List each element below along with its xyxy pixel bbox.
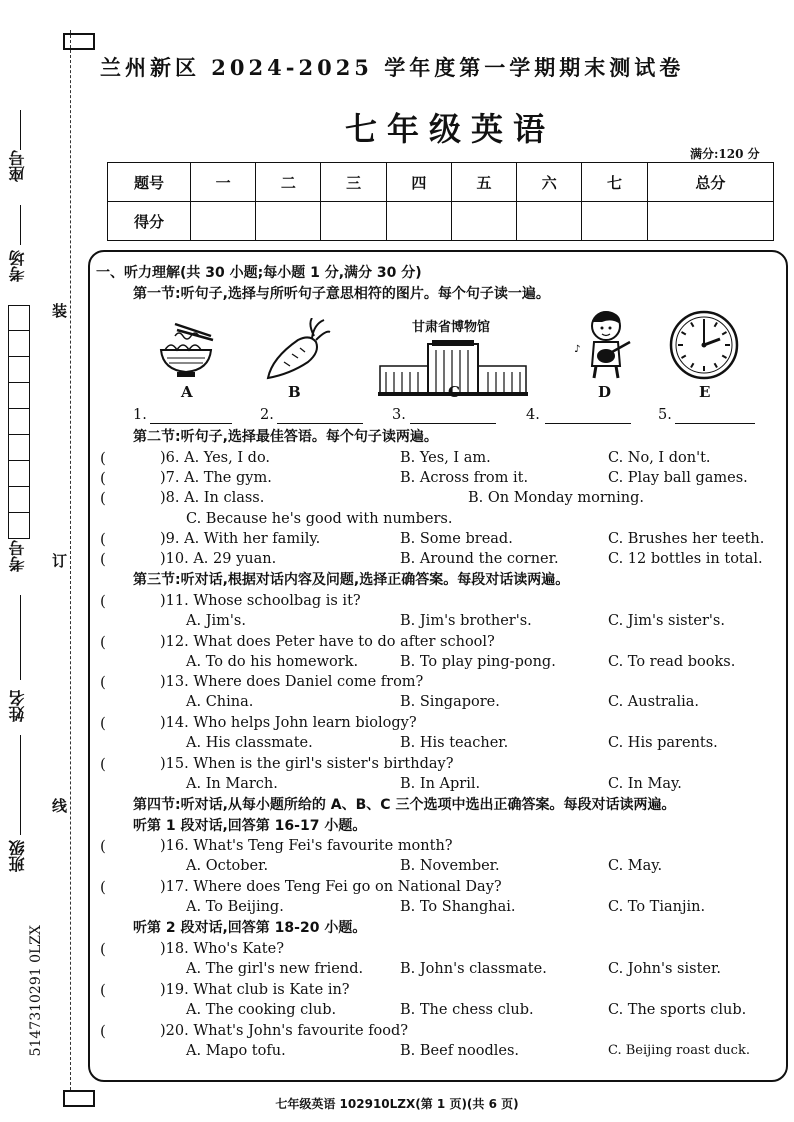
school-title: 兰州新区 2024-2025 学年度第一学期期末测试卷 (100, 55, 685, 80)
page-footer: 七年级英语 102910LZX(第 1 页)(共 6 页) (275, 1097, 519, 1111)
q20-option-c: C. Beijing roast duck. (608, 1043, 750, 1058)
q20-option-b: B. Beef noodles. (400, 1043, 520, 1059)
q7-option-b: B. Across from it. (400, 470, 529, 486)
q20-option-a: A. Mapo tofu. (186, 1043, 286, 1059)
part1-instruction: 第一节:听句子,选择与所听句子意思相符的图片。每个句子读一遍。 (133, 286, 550, 302)
q14-option-c: C. His parents. (608, 735, 718, 751)
svg-text:♪: ♪ (574, 344, 581, 355)
class-label: 班级 (8, 840, 27, 872)
full-score: 满分:120 分 (690, 147, 760, 161)
section-heading: 一、听力理解(共 30 小题;每小题 1 分,满分 30 分) (96, 265, 422, 281)
q19-option-c: C. The sports club. (608, 1002, 747, 1018)
answer-paren[interactable]: ( (100, 469, 106, 487)
score-cell-2: 二 (256, 163, 321, 202)
q8-option-c: C. Because he's good with numbers. (186, 511, 453, 527)
exam-room-label: 考场 (8, 250, 27, 282)
q19-question: )19. What club is Kate in? (160, 982, 350, 998)
seal-char-xian: 线 (52, 797, 68, 815)
q18-option-a: A. The girl's new friend. (186, 961, 364, 977)
picture-label-c: C (448, 383, 460, 401)
answer-blank-2[interactable] (277, 423, 363, 424)
q18-option-b: B. John's classmate. (400, 961, 547, 977)
carrot-icon (262, 318, 332, 386)
q15-option-a: A. In March. (186, 776, 278, 792)
seat-no-line[interactable] (20, 110, 21, 150)
answer-blank-5[interactable] (675, 423, 755, 424)
q11-question: )11. Whose schoolbag is it? (160, 593, 361, 609)
answer-paren[interactable]: ( (100, 530, 106, 548)
q14-option-a: A. His classmate. (186, 735, 313, 751)
seal-dashed-line (70, 30, 71, 1090)
exam-room-line[interactable] (20, 205, 21, 245)
q9-option-b: B. Some bread. (400, 531, 513, 547)
answer-paren[interactable]: ( (100, 489, 106, 507)
blank-label-2: 2. (260, 407, 274, 423)
q12-option-a: A. To do his homework. (186, 654, 359, 670)
q13-option-c: C. Australia. (608, 694, 699, 710)
noodle-bowl-icon (155, 322, 217, 384)
score-entry[interactable] (517, 202, 582, 241)
part2-instruction: 第二节:听句子,选择最佳答语。每个句子读两遍。 (133, 429, 438, 445)
blank-label-5: 5. (658, 407, 672, 423)
q10-option-c: C. 12 bottles in total. (608, 551, 763, 567)
blank-label-3: 3. (392, 407, 406, 423)
score-row-label: 得分 (108, 202, 191, 241)
q16-option-b: B. November. (400, 858, 500, 874)
score-table (107, 162, 774, 241)
q11-option-a: A. Jim's. (186, 613, 246, 629)
answer-paren[interactable]: ( (100, 981, 106, 999)
q17-option-b: B. To Shanghai. (400, 899, 516, 915)
answer-paren[interactable]: ( (100, 878, 106, 896)
score-table-score-row (108, 202, 774, 241)
picture-label-a: A (181, 383, 193, 401)
q16-option-a: A. October. (186, 858, 269, 874)
q15-option-b: B. In April. (400, 776, 481, 792)
score-entry[interactable] (256, 202, 321, 241)
exam-no-label: 考号 (8, 540, 27, 572)
score-entry[interactable] (647, 202, 773, 241)
picture-label-e: E (699, 383, 711, 401)
score-entry[interactable] (451, 202, 516, 241)
q10-option-b: B. Around the corner. (400, 551, 559, 567)
q12-question: )12. What does Peter have to do after school? (160, 634, 495, 650)
q16-option-c: C. May. (608, 858, 663, 874)
q14-question: )14. Who helps John learn biology? (160, 715, 417, 731)
answer-paren[interactable]: ( (100, 592, 106, 610)
q19-option-a: A. The cooking club. (186, 1002, 337, 1018)
q15-option-c: C. In May. (608, 776, 682, 792)
score-table-header-row (108, 163, 774, 202)
exam-title: 七年级英语 (344, 110, 555, 148)
q11-option-c: C. Jim's sister's. (608, 613, 725, 629)
part3-instruction: 第三节:听对话,根据对话内容及问题,选择正确答案。每段对话读两遍。 (133, 572, 570, 588)
part4-instruction: 第四节:听对话,从每小题所给的 A、B、C 三个选项中选出正确答案。每段对话读两遍。 (133, 797, 676, 813)
name-label: 姓名 (8, 690, 27, 722)
seal-char-zhuang: 装 (52, 302, 68, 320)
picture-label-b: B (288, 383, 301, 401)
museum-caption: 甘肃省博物馆 (411, 320, 490, 335)
dialog2-instruction: 听第 2 段对话,回答第 18-20 小题。 (133, 920, 367, 936)
q12-option-b: B. To play ping-pong. (400, 654, 556, 670)
paper-code: 5147310291 0LZX (28, 925, 44, 1057)
answer-paren[interactable]: ( (100, 449, 106, 467)
q13-option-a: A. China. (186, 694, 254, 710)
q9-option-a: )9. A. With her family. (160, 531, 321, 547)
q11-option-b: B. Jim's brother's. (400, 613, 532, 629)
q14-option-b: B. His teacher. (400, 735, 509, 751)
score-entry[interactable] (386, 202, 451, 241)
q6-option-a: )6. A. Yes, I do. (160, 450, 271, 466)
answer-blank-3[interactable] (410, 423, 496, 424)
score-cell-6: 六 (517, 163, 582, 202)
score-entry[interactable] (191, 202, 256, 241)
q15-question: )15. When is the girl's sister's birthday? (160, 756, 454, 772)
q7-option-a: )7. A. The gym. (160, 470, 272, 486)
blank-label-1: 1. (133, 407, 147, 423)
q19-option-b: B. The chess club. (400, 1002, 534, 1018)
score-cell-5: 五 (451, 163, 516, 202)
q6-option-c: C. No, I don't. (608, 450, 711, 466)
score-cell-total: 总分 (647, 163, 773, 202)
answer-blank-4[interactable] (545, 423, 631, 424)
score-cell-7: 七 (582, 163, 647, 202)
q7-option-c: C. Play ball games. (608, 470, 748, 486)
q18-option-c: C. John's sister. (608, 961, 721, 977)
score-cell-4: 四 (386, 163, 451, 202)
q10-option-a: )10. A. 29 yuan. (160, 551, 277, 567)
q8-option-a: )8. A. In class. (160, 490, 265, 506)
score-entry[interactable] (321, 202, 386, 241)
answer-paren[interactable]: ( (100, 673, 106, 691)
corner-mark-top (63, 33, 95, 50)
answer-paren[interactable]: ( (100, 714, 106, 732)
score-cell-label: 题号 (108, 163, 191, 202)
q13-question: )13. Where does Daniel come from? (160, 674, 424, 690)
score-cell-3: 三 (321, 163, 386, 202)
class-line[interactable] (20, 735, 21, 835)
answer-paren[interactable]: ( (100, 940, 106, 958)
answer-paren[interactable]: ( (100, 1022, 106, 1040)
name-line[interactable] (20, 595, 21, 680)
blank-label-4: 4. (526, 407, 540, 423)
q20-question: )20. What's John's favourite food? (160, 1023, 409, 1039)
answer-paren[interactable]: ( (100, 633, 106, 651)
q6-option-b: B. Yes, I am. (400, 450, 491, 466)
boy-guitar-icon (572, 308, 634, 384)
q12-option-c: C. To read books. (608, 654, 736, 670)
seal-char-ding: 订 (52, 552, 68, 570)
q8-option-b: B. On Monday morning. (468, 490, 644, 506)
answer-paren[interactable]: ( (100, 755, 106, 773)
dialog1-instruction: 听第 1 段对话,回答第 16-17 小题。 (133, 818, 367, 834)
score-cell-1: 一 (191, 163, 256, 202)
seat-no-label: 座号 (8, 150, 27, 182)
exam-no-boxes[interactable] (8, 305, 30, 539)
q17-option-c: C. To Tianjin. (608, 899, 706, 915)
q18-question: )18. Who's Kate? (160, 941, 284, 957)
q16-question: )16. What's Teng Fei's favourite month? (160, 838, 453, 854)
q9-option-c: C. Brushes her teeth. (608, 531, 765, 547)
q17-question: )17. Where does Teng Fei go on National Day? (160, 879, 502, 895)
q13-option-b: B. Singapore. (400, 694, 500, 710)
answer-paren[interactable]: ( (100, 550, 106, 568)
score-entry[interactable] (582, 202, 647, 241)
picture-label-d: D (598, 383, 612, 401)
answer-blank-1[interactable] (150, 423, 232, 424)
q17-option-a: A. To Beijing. (186, 899, 284, 915)
clock-icon (668, 309, 740, 385)
answer-paren[interactable]: ( (100, 837, 106, 855)
